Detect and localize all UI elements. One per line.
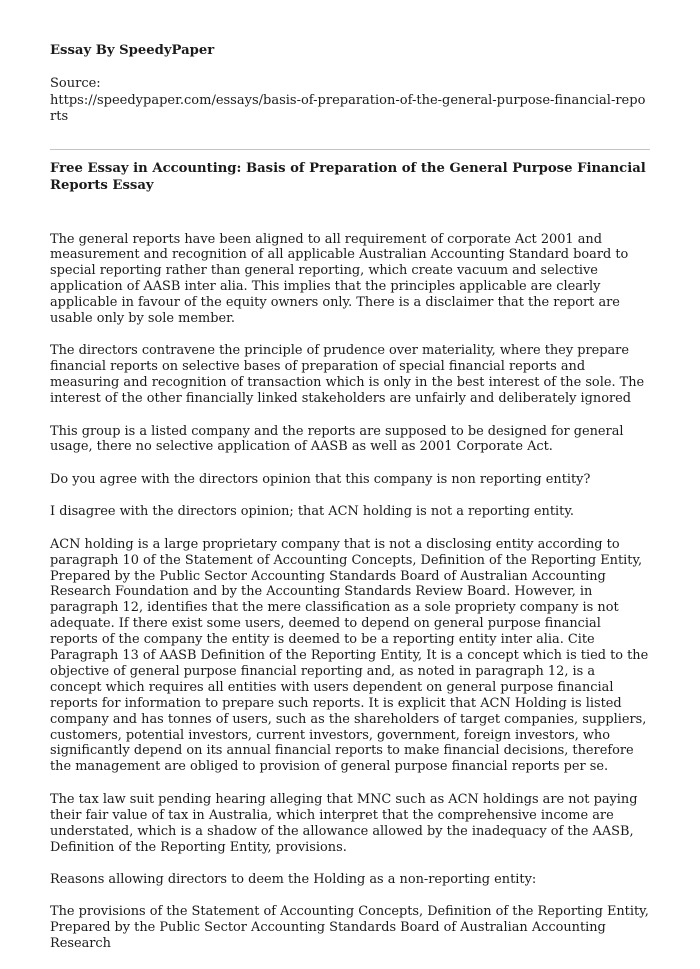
essay-question: Do you agree with the directors opinion that this company is non reporting entity? — [50, 471, 591, 487]
document-page — [50, 42, 650, 969]
essay-paragraph: ACN holding is a large proprietary company that is not a disclosing entity according to paragraph 10 of the Statement of Accounting Concepts, Definition of the Reporting Entity, Prepared by the Public Sector Accounting Standards Board of Australian Accounting Research Foundation and by the Accounting Standards Review Board. However, in paragraph 12, identifies that the mere classification as a sole propriety company is not adequate. If there exist some users, deemed to depend on general purpose financial reports of the company the entity is deemed to be a reporting entity inter alia. Cite Paragraph 13 of AASB Definition of the Reporting Entity, It is a concept which is tied to the objective of general purpose financial reporting and, as noted in paragraph 12, is a concept which requires all entities with users dependent on general purpose financial reports for information to prepare such reports. It is explicit that ACN Holding is listed company and has tonnes of users, such as the shareholders of target companies, suppliers, customers, potential investors, current investors, government, foreign investors, who significantly depend on its annual financial reports to make financial decisions, therefore the management are obliged to provision of general purpose financial reports per se. — [50, 536, 649, 775]
header-divider — [50, 149, 650, 150]
essay-subheading: Reasons allowing directors to deem the Holding as a non-reporting entity: — [50, 871, 537, 887]
essay-title: Free Essay in Accounting: Basis of Preparation of the General Purpose Financial Reports Essay — [50, 160, 646, 193]
essay-paragraph: The tax law suit pending hearing alleging that MNC such as ACN holdings are not paying their fair value of tax in Australia, which interpret that the comprehensive income are understated, which is a shadow of the allowance allowed by the inadequacy of the AASB, Definition of the Reporting Entity, provisions. — [50, 791, 638, 855]
essay-paragraph: I disagree with the directors opinion; that ACN holding is not a reporting entity. — [50, 504, 575, 520]
essay-paragraph: The general reports have been aligned to all requirement of corporate Act 2001 and measurement and recognition of all applicable Australian Accounting Standard board to special reporting rather than general reporting, which create vacuum and selective application of AASB inter alia. This implies that the principles applicable are clearly applicable in favour of the equity owners only. There is a disclaimer that the report are usable only by sole member. — [50, 231, 629, 327]
essay-body — [50, 232, 650, 953]
essay-paragraph: The provisions of the Statement of Accounting Concepts, Definition of the Reporting Entity, Prepared by the Public Sector Accounting Standards Board of Australian Accounting Research — [50, 904, 649, 952]
essay-paragraph: This group is a listed company and the reports are supposed to be designed for general usage, there no selective application of AASB as well as 2001 Corporate Act. — [50, 423, 624, 455]
source-url: https://speedypaper.com/essays/basis-of-preparation-of-the-general-purpose-financial-reports — [50, 92, 646, 124]
essay-paragraph: The directors contravene the principle of prudence over materiality, where they prepare financial reports on selective bases of preparation of special financial reports and measuring and recognition of transaction which is only in the best interest of the sole. The interest of the other financially linked stakeholders are unfairly and deliberately ignored — [50, 343, 645, 407]
source-label: Source: — [50, 76, 101, 91]
document-brand: Essay By SpeedyPaper — [50, 43, 215, 58]
